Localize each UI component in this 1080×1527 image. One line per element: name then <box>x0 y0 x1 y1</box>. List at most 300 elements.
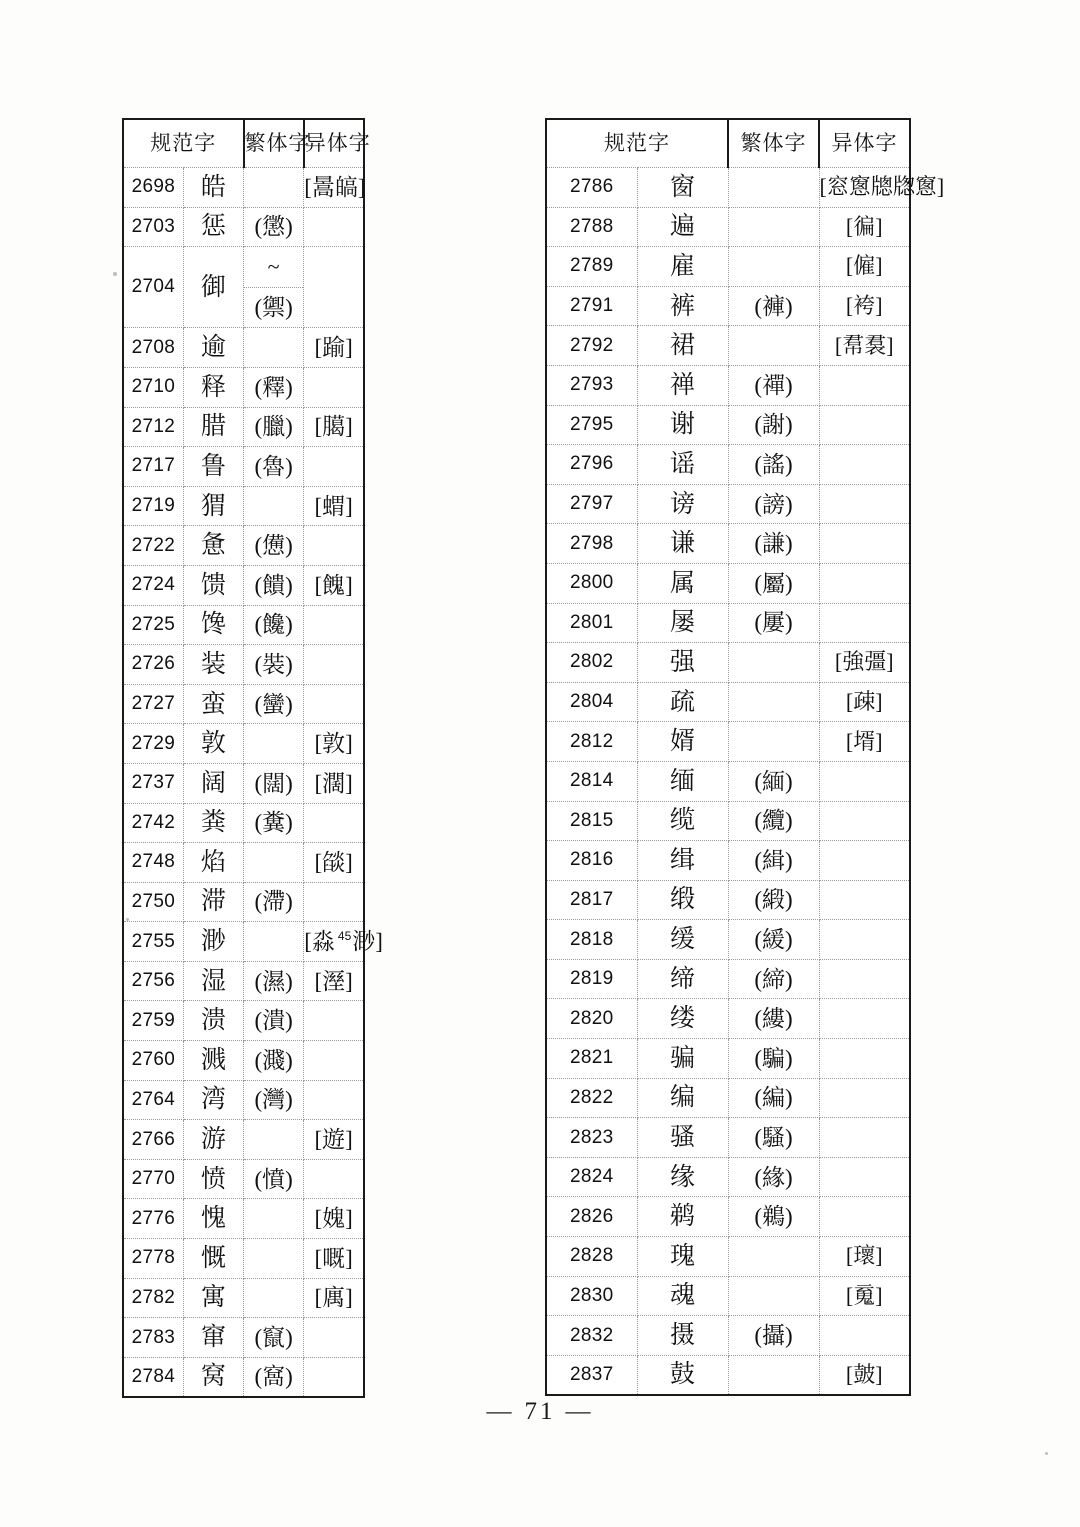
standard-character: 谦 <box>637 524 728 564</box>
traditional-character: (騷) <box>728 1118 819 1158</box>
traditional-character <box>244 1278 304 1318</box>
variant-characters: [皷] <box>819 1355 910 1395</box>
variant-characters <box>819 445 910 485</box>
traditional-character <box>244 247 304 328</box>
variant-characters <box>819 761 910 801</box>
table-row <box>546 563 910 603</box>
row-index-number: 2759 <box>123 1001 183 1041</box>
right-header-row <box>546 119 910 168</box>
table-row <box>123 1001 364 1041</box>
traditional-character: (滯) <box>244 882 304 922</box>
traditional-character: (灣) <box>244 1080 304 1120</box>
table-row <box>123 486 364 526</box>
row-index-number: 2722 <box>123 526 183 566</box>
traditional-character <box>244 724 304 764</box>
variant-characters <box>304 247 364 328</box>
table-row <box>123 207 364 247</box>
table-row <box>123 168 364 208</box>
row-index-number: 2704 <box>123 247 183 328</box>
row-index-number: 2766 <box>123 1120 183 1160</box>
standard-character: 缉 <box>637 841 728 881</box>
traditional-character: (裝) <box>244 645 304 685</box>
traditional-character <box>244 1239 304 1279</box>
standard-character: 强 <box>637 643 728 683</box>
table-row <box>546 920 910 960</box>
traditional-character <box>728 643 819 683</box>
table-row <box>123 1159 364 1199</box>
standard-character: 湾 <box>183 1080 243 1120</box>
standard-character: 溃 <box>183 1001 243 1041</box>
variant-characters <box>304 1357 364 1397</box>
traditional-character: (懲) <box>244 207 304 247</box>
table-row <box>123 247 364 328</box>
row-index-number: 2776 <box>123 1199 183 1239</box>
scan-speck <box>126 918 129 921</box>
row-index-number: 2815 <box>546 801 637 841</box>
table-row <box>123 645 364 685</box>
table-row <box>123 803 364 843</box>
standard-character: 缘 <box>637 1157 728 1197</box>
row-index-number: 2824 <box>546 1157 637 1197</box>
traditional-character: (闊) <box>244 763 304 803</box>
table-row <box>546 326 910 366</box>
variant-characters: [袴] <box>819 286 910 326</box>
row-index-number: 2837 <box>546 1355 637 1395</box>
variant-characters <box>819 1197 910 1237</box>
row-index-number: 2798 <box>546 524 637 564</box>
traditional-character: (濺) <box>244 1041 304 1081</box>
standard-character: 缎 <box>637 880 728 920</box>
variant-characters: [臈] <box>304 407 364 447</box>
row-index-number: 2750 <box>123 882 183 922</box>
standard-character: 骚 <box>637 1118 728 1158</box>
variant-characters: [瓌] <box>819 1237 910 1277</box>
row-index-number: 2770 <box>123 1159 183 1199</box>
table-row <box>123 1080 364 1120</box>
standard-character: 游 <box>183 1120 243 1160</box>
standard-character: 缔 <box>637 959 728 999</box>
table-row <box>546 1118 910 1158</box>
table-row <box>123 407 364 447</box>
variant-characters: [踰] <box>304 328 364 368</box>
traditional-character <box>728 682 819 722</box>
traditional-character: (緣) <box>728 1157 819 1197</box>
standard-character: 遍 <box>637 207 728 247</box>
traditional-character: (窩) <box>244 1357 304 1397</box>
table-row <box>546 1078 910 1118</box>
row-index-number: 2719 <box>123 486 183 526</box>
traditional-character <box>728 326 819 366</box>
traditional-character: (褲) <box>728 286 819 326</box>
standard-character: 阔 <box>183 763 243 803</box>
traditional-character: (纜) <box>728 801 819 841</box>
variant-characters: [䰟] <box>819 1276 910 1316</box>
scan-speck <box>113 272 117 276</box>
traditional-character: (騙) <box>728 1039 819 1079</box>
table-row <box>123 605 364 645</box>
character-tables-container <box>0 118 1080 1391</box>
variant-characters: [淼 $^{45}$渺] <box>304 922 364 962</box>
traditional-character: (釋) <box>244 367 304 407</box>
row-index-number: 2756 <box>123 961 183 1001</box>
variant-characters: [溼] <box>304 961 364 1001</box>
standard-character: 鹈 <box>637 1197 728 1237</box>
variant-characters <box>304 1080 364 1120</box>
header-traditional-form: 繁体字 <box>728 119 819 168</box>
row-index-number: 2802 <box>546 643 637 683</box>
standard-character: 释 <box>183 367 243 407</box>
standard-character: 惫 <box>183 526 243 566</box>
variant-characters: [濶] <box>304 763 364 803</box>
standard-character: 惩 <box>183 207 243 247</box>
table-row <box>546 801 910 841</box>
table-row <box>123 1239 364 1279</box>
variant-characters: [媿] <box>304 1199 364 1239</box>
table-row <box>123 843 364 883</box>
page-number-prefix-dash: — <box>486 1398 515 1425</box>
row-index-number: 2792 <box>546 326 637 366</box>
traditional-character: (憤) <box>244 1159 304 1199</box>
standard-character: 蛮 <box>183 684 243 724</box>
standard-character: 缕 <box>637 999 728 1039</box>
row-index-number: 2817 <box>546 880 637 920</box>
traditional-character: (屢) <box>728 603 819 643</box>
variant-characters <box>304 1318 364 1358</box>
variant-characters: [暠皜] <box>304 168 364 208</box>
standard-character: 摄 <box>637 1316 728 1356</box>
left-header-row <box>123 119 364 168</box>
variant-characters <box>304 367 364 407</box>
table-row <box>546 524 910 564</box>
page-number <box>0 1398 1080 1426</box>
traditional-character: (緞) <box>728 880 819 920</box>
standard-character: 馈 <box>183 565 243 605</box>
row-index-number: 2814 <box>546 761 637 801</box>
traditional-character <box>244 1199 304 1239</box>
row-index-number: 2818 <box>546 920 637 960</box>
variant-characters <box>304 1041 364 1081</box>
variant-characters <box>304 605 364 645</box>
table-row <box>546 1197 910 1237</box>
variant-characters: [嘅] <box>304 1239 364 1279</box>
header-variant-form: 异体字 <box>819 119 910 168</box>
standard-character: 御 <box>183 247 243 328</box>
traditional-character <box>728 722 819 762</box>
row-index-number: 2760 <box>123 1041 183 1081</box>
standard-character: 愤 <box>183 1159 243 1199</box>
right-character-table <box>545 118 945 1396</box>
table-row <box>123 526 364 566</box>
right-table-body <box>546 168 945 1395</box>
variant-characters <box>304 684 364 724</box>
traditional-character-main: (禦) <box>254 294 293 320</box>
row-index-number: 2783 <box>123 1318 183 1358</box>
traditional-character <box>728 1276 819 1316</box>
left-table-header <box>123 119 371 168</box>
row-index-number: 2812 <box>546 722 637 762</box>
traditional-character: (蠻) <box>244 684 304 724</box>
row-index-number: 2726 <box>123 645 183 685</box>
traditional-character: (緝) <box>728 841 819 881</box>
table-row <box>546 841 910 881</box>
table-row <box>123 1041 364 1081</box>
variant-characters: [帬裠] <box>819 326 910 366</box>
left-character-table <box>122 118 383 1398</box>
variant-characters <box>819 880 910 920</box>
standard-character: 缅 <box>637 761 728 801</box>
variant-characters <box>819 1316 910 1356</box>
table-row <box>123 961 364 1001</box>
variant-characters <box>304 645 364 685</box>
standard-character: 谣 <box>637 445 728 485</box>
table-row <box>546 445 910 485</box>
table-row <box>123 684 364 724</box>
traditional-character <box>728 207 819 247</box>
standard-character: 焰 <box>183 843 243 883</box>
row-index-number: 2764 <box>123 1080 183 1120</box>
traditional-character <box>244 328 304 368</box>
variant-characters: [窓窻牕牎窻] <box>819 168 910 208</box>
traditional-character: (謝) <box>728 405 819 445</box>
traditional-character: (魯) <box>244 447 304 487</box>
traditional-character <box>728 1237 819 1277</box>
standard-character: 屡 <box>637 603 728 643</box>
standard-character: 腊 <box>183 407 243 447</box>
variant-characters <box>304 447 364 487</box>
standard-character: 婿 <box>637 722 728 762</box>
row-index-number: 2698 <box>123 168 183 208</box>
row-index-number: 2828 <box>546 1237 637 1277</box>
variant-characters <box>304 1159 364 1199</box>
row-index-number: 2717 <box>123 447 183 487</box>
standard-character: 编 <box>637 1078 728 1118</box>
table-row <box>546 603 910 643</box>
row-index-number: 2782 <box>123 1278 183 1318</box>
table-row <box>123 763 364 803</box>
row-index-number: 2823 <box>546 1118 637 1158</box>
standard-character: 窝 <box>183 1357 243 1397</box>
standard-character: 魂 <box>637 1276 728 1316</box>
variant-characters <box>304 803 364 843</box>
traditional-character: (饞) <box>244 605 304 645</box>
row-index-number: 2755 <box>123 922 183 962</box>
table-row <box>546 761 910 801</box>
standard-character: 滞 <box>183 882 243 922</box>
row-index-number: 2784 <box>123 1357 183 1397</box>
table-row <box>546 1157 910 1197</box>
row-index-number: 2821 <box>546 1039 637 1079</box>
traditional-character <box>728 1355 819 1395</box>
row-index-number: 2801 <box>546 603 637 643</box>
table-row <box>546 1276 910 1316</box>
table-row <box>546 484 910 524</box>
header-variant-form: 异体字 <box>304 119 364 168</box>
page-number-suffix-dash: — <box>565 1398 594 1425</box>
traditional-character: (謠) <box>728 445 819 485</box>
table-row <box>123 565 364 605</box>
traditional-character: (竄) <box>244 1318 304 1358</box>
variant-characters <box>819 1039 910 1079</box>
row-index-number: 2826 <box>546 1197 637 1237</box>
table-row <box>546 1355 910 1395</box>
table-row <box>546 286 910 326</box>
row-index-number: 2822 <box>546 1078 637 1118</box>
standard-character: 窜 <box>183 1318 243 1358</box>
traditional-character: (臘) <box>244 407 304 447</box>
row-index-number: 2800 <box>546 563 637 603</box>
variant-characters <box>819 1078 910 1118</box>
table-row <box>546 880 910 920</box>
row-index-number: 2725 <box>123 605 183 645</box>
traditional-character: (編) <box>728 1078 819 1118</box>
table-row <box>123 367 364 407</box>
traditional-character: (濕) <box>244 961 304 1001</box>
standard-character: 敦 <box>183 724 243 764</box>
standard-character: 裙 <box>637 326 728 366</box>
variant-characters: [敦] <box>304 724 364 764</box>
variant-characters <box>304 882 364 922</box>
row-index-number: 2816 <box>546 841 637 881</box>
standard-character: 逾 <box>183 328 243 368</box>
traditional-character: (屬) <box>728 563 819 603</box>
variant-characters: [燄] <box>304 843 364 883</box>
table-row <box>123 447 364 487</box>
standard-character: 裤 <box>637 286 728 326</box>
variant-characters <box>819 563 910 603</box>
standard-character: 瑰 <box>637 1237 728 1277</box>
traditional-character: (鵜) <box>728 1197 819 1237</box>
variant-characters <box>819 365 910 405</box>
variant-characters: [餽] <box>304 565 364 605</box>
standard-character: 窗 <box>637 168 728 208</box>
table-row <box>546 168 910 208</box>
table-row <box>123 1278 364 1318</box>
variant-characters <box>304 207 364 247</box>
standard-character: 属 <box>637 563 728 603</box>
table-row <box>123 328 364 368</box>
table-row <box>123 1199 364 1239</box>
variant-characters: [強彊] <box>819 643 910 683</box>
traditional-character <box>244 168 304 208</box>
row-index-number: 2712 <box>123 407 183 447</box>
table-row <box>546 643 910 683</box>
variant-characters <box>819 1118 910 1158</box>
row-index-number: 2729 <box>123 724 183 764</box>
table-row <box>546 247 910 287</box>
table-row <box>546 1316 910 1356</box>
variant-characters <box>819 1157 910 1197</box>
standard-character: 谢 <box>637 405 728 445</box>
traditional-character <box>244 843 304 883</box>
traditional-character: (縷) <box>728 999 819 1039</box>
row-index-number: 2830 <box>546 1276 637 1316</box>
traditional-character: (緬) <box>728 761 819 801</box>
standard-character: 雇 <box>637 247 728 287</box>
traditional-character: (謙) <box>728 524 819 564</box>
table-row <box>546 405 910 445</box>
standard-character: 鼓 <box>637 1355 728 1395</box>
standard-character: 猬 <box>183 486 243 526</box>
standard-character: 缓 <box>637 920 728 960</box>
standard-character: 皓 <box>183 168 243 208</box>
row-index-number: 2832 <box>546 1316 637 1356</box>
traditional-character <box>244 486 304 526</box>
table-row <box>123 724 364 764</box>
standard-character: 馋 <box>183 605 243 645</box>
row-index-number: 2742 <box>123 803 183 843</box>
variant-characters <box>819 484 910 524</box>
table-row <box>546 999 910 1039</box>
row-index-number: 2788 <box>546 207 637 247</box>
standard-character: 谤 <box>637 484 728 524</box>
table-row <box>546 722 910 762</box>
table-row <box>546 365 910 405</box>
variant-characters <box>819 959 910 999</box>
standard-character: 禅 <box>637 365 728 405</box>
row-index-number: 2724 <box>123 565 183 605</box>
row-index-number: 2789 <box>546 247 637 287</box>
variant-characters: [遊] <box>304 1120 364 1160</box>
row-index-number: 2791 <box>546 286 637 326</box>
variant-characters <box>819 801 910 841</box>
row-index-number: 2819 <box>546 959 637 999</box>
row-index-number: 2804 <box>546 682 637 722</box>
traditional-character: (憊) <box>244 526 304 566</box>
page-number-value: 71 <box>524 1398 556 1425</box>
table-row <box>123 882 364 922</box>
header-standard-form: 规范字 <box>123 119 244 168</box>
standard-character: 装 <box>183 645 243 685</box>
variant-characters <box>819 920 910 960</box>
variant-characters: [徧] <box>819 207 910 247</box>
table-row <box>546 207 910 247</box>
footnote-marker: 45 <box>337 929 352 944</box>
traditional-character: (禪) <box>728 365 819 405</box>
table-row <box>123 1120 364 1160</box>
traditional-character <box>728 247 819 287</box>
traditional-character <box>244 922 304 962</box>
variant-characters <box>819 603 910 643</box>
standard-character: 疏 <box>637 682 728 722</box>
variant-characters <box>819 524 910 564</box>
variant-characters <box>819 405 910 445</box>
standard-character: 慨 <box>183 1239 243 1279</box>
traditional-character <box>728 168 819 208</box>
traditional-character: (締) <box>728 959 819 999</box>
row-index-number: 2710 <box>123 367 183 407</box>
standard-character: 缆 <box>637 801 728 841</box>
table-row <box>123 922 364 962</box>
left-table-body <box>123 168 383 1397</box>
table-row <box>546 1039 910 1079</box>
row-index-number: 2703 <box>123 207 183 247</box>
variant-characters: [疎] <box>819 682 910 722</box>
traditional-character: (緩) <box>728 920 819 960</box>
traditional-character: (饋) <box>244 565 304 605</box>
row-index-number: 2708 <box>123 328 183 368</box>
standard-character: 渺 <box>183 922 243 962</box>
variant-characters: [蝟] <box>304 486 364 526</box>
table-row <box>546 682 910 722</box>
traditional-character <box>244 1120 304 1160</box>
traditional-character: (謗) <box>728 484 819 524</box>
standard-character: 湿 <box>183 961 243 1001</box>
table-row <box>546 959 910 999</box>
header-standard-form: 规范字 <box>546 119 728 168</box>
standard-character: 粪 <box>183 803 243 843</box>
row-index-number: 2820 <box>546 999 637 1039</box>
row-index-number: 2793 <box>546 365 637 405</box>
